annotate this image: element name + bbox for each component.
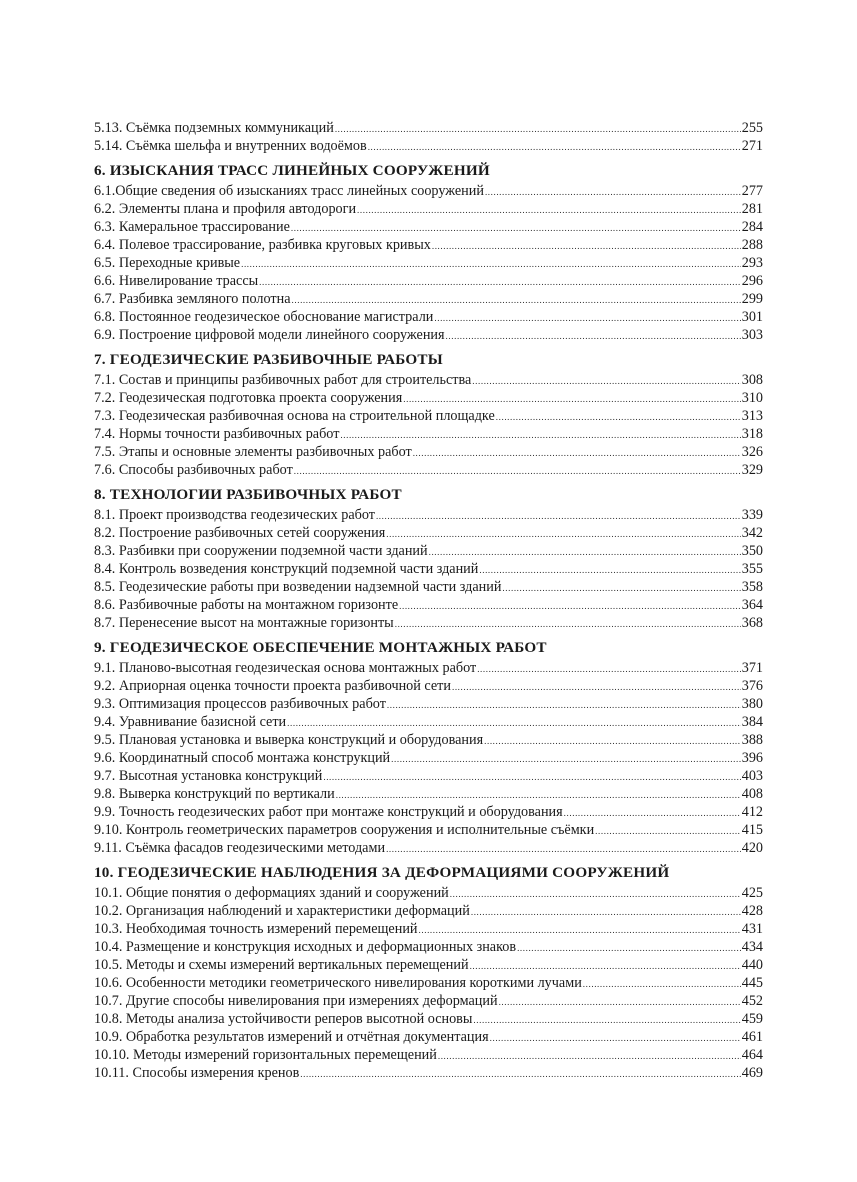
toc-entry[interactable] xyxy=(94,560,763,578)
toc-entry-title: 8.1. Проект производства геодезических работ xyxy=(94,507,375,523)
toc-entry-title: 8.4. Контроль возведения конструкций подземной части зданий xyxy=(94,561,479,577)
toc-entry[interactable] xyxy=(94,731,763,749)
toc-entry[interactable] xyxy=(94,119,763,137)
toc-entry-page-number: 425 xyxy=(741,885,763,901)
toc-entry[interactable] xyxy=(94,371,763,389)
dot-leader xyxy=(300,1065,740,1082)
toc-entry-title: 9.10. Контроль геометрических параметров сооружения и исполнительные съёмки xyxy=(94,822,595,838)
toc-entry[interactable] xyxy=(94,1028,763,1046)
toc-entry-page-number: 388 xyxy=(741,732,763,748)
toc-entry-page-number: 434 xyxy=(741,939,763,955)
dot-leader xyxy=(376,507,741,524)
toc-entry-page-number: 415 xyxy=(741,822,763,838)
toc-entry[interactable] xyxy=(94,218,763,236)
dot-leader xyxy=(419,921,741,938)
toc-entry[interactable] xyxy=(94,596,763,614)
toc-entry-title: 10.7. Другие способы нивелирования при измерениях деформаций xyxy=(94,993,498,1009)
toc-entry-title: 9.4. Уравнивание базисной сети xyxy=(94,714,287,730)
toc-entry[interactable] xyxy=(94,506,763,524)
toc-entry-page-number: 318 xyxy=(741,426,763,442)
toc-entry-page-number: 342 xyxy=(741,525,763,541)
toc-entry-page-number: 293 xyxy=(741,255,763,271)
chapter-heading: 6. ИЗЫСКАНИЯ ТРАСС ЛИНЕЙНЫХ СООРУЖЕНИЙ xyxy=(94,162,490,179)
toc-entry-title: 10.3. Необходимая точность измерений перемещений xyxy=(94,921,418,937)
toc-entry[interactable] xyxy=(94,461,763,479)
dot-leader xyxy=(446,327,741,344)
toc-entry[interactable] xyxy=(94,956,763,974)
toc-entry[interactable] xyxy=(94,677,763,695)
dot-leader xyxy=(484,732,741,749)
toc-entry-page-number: 255 xyxy=(741,120,763,136)
toc-entry-page-number: 277 xyxy=(741,183,763,199)
dot-leader xyxy=(450,885,741,902)
toc-entry-title: 8.3. Разбивки при сооружении подземной части зданий xyxy=(94,543,428,559)
dot-leader xyxy=(490,1029,741,1046)
toc-entry[interactable] xyxy=(94,767,763,785)
toc-entry-page-number: 384 xyxy=(741,714,763,730)
toc-entry[interactable] xyxy=(94,1010,763,1028)
toc-entry[interactable] xyxy=(94,938,763,956)
toc-entry[interactable] xyxy=(94,524,763,542)
toc-entry[interactable] xyxy=(94,695,763,713)
dot-leader xyxy=(470,957,741,974)
toc-entry-page-number: 284 xyxy=(741,219,763,235)
dot-leader xyxy=(502,579,740,596)
toc-entry[interactable] xyxy=(94,884,763,902)
toc-entry[interactable] xyxy=(94,920,763,938)
toc-entry-title: 10.8. Методы анализа устойчивости реперов высотной основы xyxy=(94,1011,473,1027)
toc-entry-title: 5.13. Съёмка подземных коммуникаций xyxy=(94,120,334,136)
dot-leader xyxy=(517,939,741,956)
toc-entry-page-number: 310 xyxy=(741,390,763,406)
toc-entry-title: 10.6. Особенности методики геометрического нивелирования короткими лучами xyxy=(94,975,582,991)
toc-entry-page-number: 303 xyxy=(741,327,763,343)
toc-entry-page-number: 308 xyxy=(741,372,763,388)
toc-entry[interactable] xyxy=(94,1064,763,1082)
chapter-heading: 9. ГЕОДЕЗИЧЕСКОЕ ОБЕСПЕЧЕНИЕ МОНТАЖНЫХ РАБОТ xyxy=(94,639,547,656)
toc-entry[interactable] xyxy=(94,992,763,1010)
toc-entry-title: 6.6. Нивелирование трассы xyxy=(94,273,259,289)
toc-entry-page-number: 355 xyxy=(741,561,763,577)
toc-entry-title: 9.3. Оптимизация процессов разбивочных работ xyxy=(94,696,386,712)
toc-entry[interactable] xyxy=(94,290,763,308)
toc-entry-page-number: 445 xyxy=(741,975,763,991)
toc-entry-page-number: 420 xyxy=(741,840,763,856)
toc-entry[interactable] xyxy=(94,200,763,218)
toc-entry-title: 10.5. Методы и схемы измерений вертикальных перемещений xyxy=(94,957,469,973)
dot-leader xyxy=(292,291,741,308)
dot-leader xyxy=(452,678,741,695)
toc-entry-page-number: 452 xyxy=(741,993,763,1009)
dot-leader xyxy=(595,822,741,839)
toc-entry-title: 10.2. Организация наблюдений и характеристики деформаций xyxy=(94,903,470,919)
dot-leader xyxy=(499,993,741,1010)
toc-entry-title: 6.4. Полевое трассирование, разбивка круговых кривых xyxy=(94,237,431,253)
dot-leader xyxy=(438,1047,741,1064)
toc-entry[interactable] xyxy=(94,659,763,677)
toc-entry-title: 8.2. Построение разбивочных сетей сооружения xyxy=(94,525,386,541)
toc-entry-page-number: 464 xyxy=(741,1047,763,1063)
toc-entry-page-number: 281 xyxy=(741,201,763,217)
toc-entry-title: 10.11. Способы измерения кренов xyxy=(94,1065,300,1081)
toc-entry-page-number: 440 xyxy=(741,957,763,973)
toc-entry[interactable] xyxy=(94,578,763,596)
toc-entry-title: 6.8. Постоянное геодезическое обоснование магистрали xyxy=(94,309,434,325)
toc-entry[interactable] xyxy=(94,137,763,155)
toc-entry-page-number: 296 xyxy=(741,273,763,289)
toc-entry[interactable] xyxy=(94,839,763,857)
toc-entry-page-number: 313 xyxy=(741,408,763,424)
dot-leader xyxy=(391,750,741,767)
toc-entry-page-number: 301 xyxy=(741,309,763,325)
toc-entry-page-number: 329 xyxy=(741,462,763,478)
toc-entry-page-number: 376 xyxy=(741,678,763,694)
toc-entry-page-number: 396 xyxy=(741,750,763,766)
toc-entry[interactable] xyxy=(94,272,763,290)
toc-entry-page-number: 326 xyxy=(741,444,763,460)
toc-entry[interactable] xyxy=(94,785,763,803)
dot-leader xyxy=(386,525,740,542)
dot-leader xyxy=(583,975,741,992)
dot-leader xyxy=(323,768,740,785)
toc-entry-title: 6.9. Построение цифровой модели линейного сооружения xyxy=(94,327,445,343)
toc-entry-title: 8.7. Перенесение высот на монтажные горизонты xyxy=(94,615,394,631)
toc-entry-title: 9.2. Априорная оценка точности проекта разбивочной сети xyxy=(94,678,451,694)
dot-leader xyxy=(496,408,741,425)
dot-leader xyxy=(241,255,741,272)
toc-entry-title: 8.5. Геодезические работы при возведении надземной части зданий xyxy=(94,579,502,595)
dot-leader xyxy=(413,444,741,461)
toc-entry[interactable] xyxy=(94,614,763,632)
dot-leader xyxy=(287,714,741,731)
toc-entry-page-number: 358 xyxy=(741,579,763,595)
toc-entry-title: 7.6. Способы разбивочных работ xyxy=(94,462,293,478)
toc-entry-title: 7.4. Нормы точности разбивочных работ xyxy=(94,426,340,442)
toc-entry-page-number: 459 xyxy=(741,1011,763,1027)
toc-entry[interactable] xyxy=(94,443,763,461)
dot-leader xyxy=(479,561,740,578)
toc-entry-title: 10.10. Методы измерений горизонтальных перемещений xyxy=(94,1047,437,1063)
toc-entry-title: 10.9. Обработка результатов измерений и отчётная документация xyxy=(94,1029,489,1045)
dot-leader xyxy=(429,543,741,560)
toc-entry-title: 6.1.Общие сведения об изысканиях трасс линейных сооружений xyxy=(94,183,484,199)
toc-entry-page-number: 299 xyxy=(741,291,763,307)
toc-entry-title: 6.3. Камеральное трассирование xyxy=(94,219,290,235)
toc-entry-title: 6.7. Разбивка земляного полотна xyxy=(94,291,291,307)
toc-entry[interactable] xyxy=(94,326,763,344)
toc-entry-title: 10.4. Размещение и конструкция исходных и деформационных знаков xyxy=(94,939,517,955)
chapter-heading: 10. ГЕОДЕЗИЧЕСКИЕ НАБЛЮДЕНИЯ ЗА ДЕФОРМАЦИЯМИ СООРУЖЕНИЙ xyxy=(94,864,670,881)
toc-entry[interactable] xyxy=(94,425,763,443)
dot-leader xyxy=(399,597,741,614)
chapter-heading: 7. ГЕОДЕЗИЧЕСКИЕ РАЗБИВОЧНЫЕ РАБОТЫ xyxy=(94,351,443,368)
dot-leader xyxy=(357,201,741,218)
toc-entry[interactable] xyxy=(94,542,763,560)
toc-entry-title: 5.14. Съёмка шельфа и внутренних водоёмов xyxy=(94,138,367,154)
dot-leader xyxy=(564,804,741,821)
dot-leader xyxy=(403,390,740,407)
dot-leader xyxy=(395,615,741,632)
toc-entry[interactable] xyxy=(94,713,763,731)
toc-entry[interactable] xyxy=(94,902,763,920)
toc-entry-title: 7.3. Геодезическая разбивочная основа на строительной площадке xyxy=(94,408,495,424)
dot-leader xyxy=(368,138,741,155)
toc-entry[interactable] xyxy=(94,407,763,425)
toc-entry-title: 9.7. Высотная установка конструкций xyxy=(94,768,323,784)
toc-entry-page-number: 271 xyxy=(741,138,763,154)
toc-entry-page-number: 288 xyxy=(741,237,763,253)
dot-leader xyxy=(432,237,741,254)
toc-entry-title: 9.6. Координатный способ монтажа конструкций xyxy=(94,750,391,766)
toc-entry-title: 9.1. Планово-высотная геодезическая основа монтажных работ xyxy=(94,660,477,676)
toc-entry-page-number: 469 xyxy=(741,1065,763,1081)
dot-leader xyxy=(472,372,740,389)
toc-entry-page-number: 403 xyxy=(741,768,763,784)
toc-entry[interactable] xyxy=(94,254,763,272)
toc-entry[interactable] xyxy=(94,1046,763,1064)
toc-entry[interactable] xyxy=(94,389,763,407)
toc-entry-title: 7.1. Состав и принципы разбивочных работ для строительства xyxy=(94,372,472,388)
toc-entry-title: 6.5. Переходные кривые xyxy=(94,255,241,271)
toc-entry-page-number: 371 xyxy=(741,660,763,676)
dot-leader xyxy=(387,696,741,713)
dot-leader xyxy=(471,903,741,920)
dot-leader xyxy=(485,183,741,200)
dot-leader xyxy=(336,786,741,803)
toc-entry[interactable] xyxy=(94,182,763,200)
toc-entry[interactable] xyxy=(94,749,763,767)
toc-entry-title: 9.11. Съёмка фасадов геодезическими методами xyxy=(94,840,386,856)
toc-entry-page-number: 364 xyxy=(741,597,763,613)
toc-entry-title: 6.2. Элементы плана и профиля автодороги xyxy=(94,201,357,217)
toc-entry-title: 7.2. Геодезическая подготовка проекта сооружения xyxy=(94,390,403,406)
toc-entry-title: 9.9. Точность геодезических работ при монтаже конструкций и оборудования xyxy=(94,804,563,820)
dot-leader xyxy=(335,120,741,137)
toc-entry[interactable] xyxy=(94,236,763,254)
chapter-heading: 8. ТЕХНОЛОГИИ РАЗБИВОЧНЫХ РАБОТ xyxy=(94,486,402,503)
toc-entry-page-number: 350 xyxy=(741,543,763,559)
toc-entry-page-number: 428 xyxy=(741,903,763,919)
toc-entry-title: 8.6. Разбивочные работы на монтажном горизонте xyxy=(94,597,399,613)
toc-entry-page-number: 339 xyxy=(741,507,763,523)
table-of-contents xyxy=(94,119,763,1082)
toc-entry-page-number: 368 xyxy=(741,615,763,631)
toc-entry-title: 7.5. Этапы и основные элементы разбивочных работ xyxy=(94,444,412,460)
toc-entry-page-number: 408 xyxy=(741,786,763,802)
toc-entry[interactable] xyxy=(94,308,763,326)
dot-leader xyxy=(340,426,740,443)
toc-entry-page-number: 431 xyxy=(741,921,763,937)
toc-entry[interactable] xyxy=(94,803,763,821)
dot-leader xyxy=(386,840,741,857)
dot-leader xyxy=(294,462,741,479)
dot-leader xyxy=(291,219,741,236)
toc-entry-title: 9.8. Выверка конструкций по вертикали xyxy=(94,786,335,802)
dot-leader xyxy=(473,1011,740,1028)
toc-entry-title: 10.1. Общие понятия о деформациях зданий и сооружений xyxy=(94,885,449,901)
toc-entry-page-number: 412 xyxy=(741,804,763,820)
dot-leader xyxy=(477,660,741,677)
toc-entry[interactable] xyxy=(94,821,763,839)
toc-entry[interactable] xyxy=(94,974,763,992)
toc-entry-title: 9.5. Плановая установка и выверка конструкций и оборудования xyxy=(94,732,484,748)
toc-entry-page-number: 461 xyxy=(741,1029,763,1045)
dot-leader xyxy=(259,273,741,290)
dot-leader xyxy=(434,309,740,326)
toc-entry-page-number: 380 xyxy=(741,696,763,712)
